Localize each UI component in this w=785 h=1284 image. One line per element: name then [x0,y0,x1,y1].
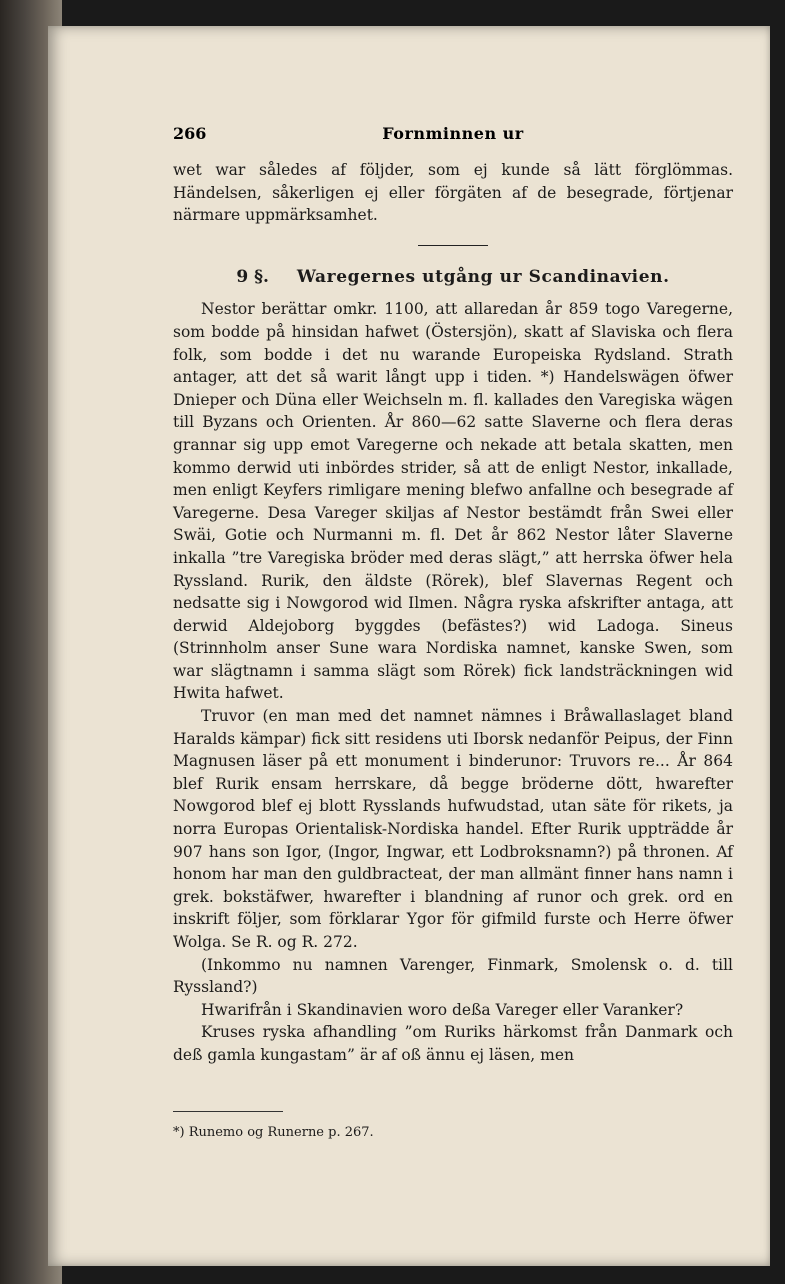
paragraph-names: (Inkommo nu namnen Varenger, Finmark, Smolensk o. d. till Ryssland?) [173,955,733,997]
book-page [48,26,770,1266]
running-head: Fornminnen ur [382,124,524,143]
paragraph-nestor: Nestor berättar omkr. 1100, att allaredan år 859 togo Varegerne, som bodde på hinsidan hafwet (Östersjön), skatt af Slaviska och flera folk, som bodde i det nu warande Europeiska Rydsland. Strath antager, att det så warit långt upp i tiden. *) Handelswägen öfwer Dnieper och Düna eller Weichseln m. fl. kallades den Varegiska wägen till Byzans och Orienten. År 860—62 satte Slaverne och flera deras grannar sig upp emot Varegerne och nekade att betala skatten, men kommo derwid uti inbördes strider, så att de enligt Nestor, inkallade, men enligt Keyfers rimligare mening blefwo anfallne och besegrade af Varegerne. Desa Vareger skiljas af Nestor bestämdt från Swei eller Swäi, Gotie och Nurmanni m. fl. Det år 862 Nestor låter Slaverne inkalla ”tre Varegiska bröder med deras slägt,” att herrska öfwer hela Ryssland. Rurik, den äldste (Rörek), blef Slavernas Regent och nedsatte sig i Nowgorod wid Ilmen. Några ryska afskrifter antaga, att derwid Aldejoborg byggdes (befästes?) wid Ladoga. Sineus (Strinnholm anser Sune wara Nordiska namnet, kanske Swen, som war slägtnamn i samma slägt som Rörek) fick landsträckningen wid Hwita hafwet. [173,300,733,703]
page-number: 266 [173,124,207,143]
intro-paragraph: wet war således af följder, som ej kunde så lätt förglömmas. Händelsen, såkerligen ej eller förgäten af de besegrade, förtjenar närmare uppmärksamhet. [173,161,733,225]
section-number: 9 §. [236,266,269,287]
page-body [173,159,733,1142]
paragraph-truvor: Truvor (en man med det namnet nämnes i Bråwallaslaget bland Haralds kämpar) fick sitt residens uti Iborsk nedanför Peipus, der Finn Magnusen läser på ett monument i binderunor: Truvors re... År 864 blef Rurik ensam herrskare, då begge bröderne dött, hwarefter Nowgorod blef ej blott Rysslands hufwudstad, utan säte för rikets, ja norra Europas Orientalisk-Nordiska handel. Efter Rurik uppträdde år 907 hans son Igor, (Ingor, Ingwar, ett Lodbroksnamn?) på thronen. Af honom har man den guldbracteat, der man allmänt finner hans namn i grek. bokstäfwer, hwarefter i blandning af runor och grek. ord en inskrift följer, som förklarar Ygor för gifmild furste och Herre öfwer Wolga. Se R. og R. 272. [173,707,733,951]
footnote: *) Runemo og Runerne p. 267. [173,1124,374,1140]
section-divider [418,245,488,246]
section-title: Waregernes utgång ur Scandinavien. [296,266,670,287]
paragraph-kruse: Kruses ryska afhandling ”om Ruriks härkomst från Danmark och deß gamla kungastam” är af oß ännu ej läsen, men [173,1023,733,1064]
section-heading [173,266,733,289]
footnote-divider [173,1111,283,1112]
paragraph-origin-question: Hwarifrån i Skandinavien woro deßa Vareger eller Varanker? [201,1000,684,1019]
page-header [173,96,733,143]
